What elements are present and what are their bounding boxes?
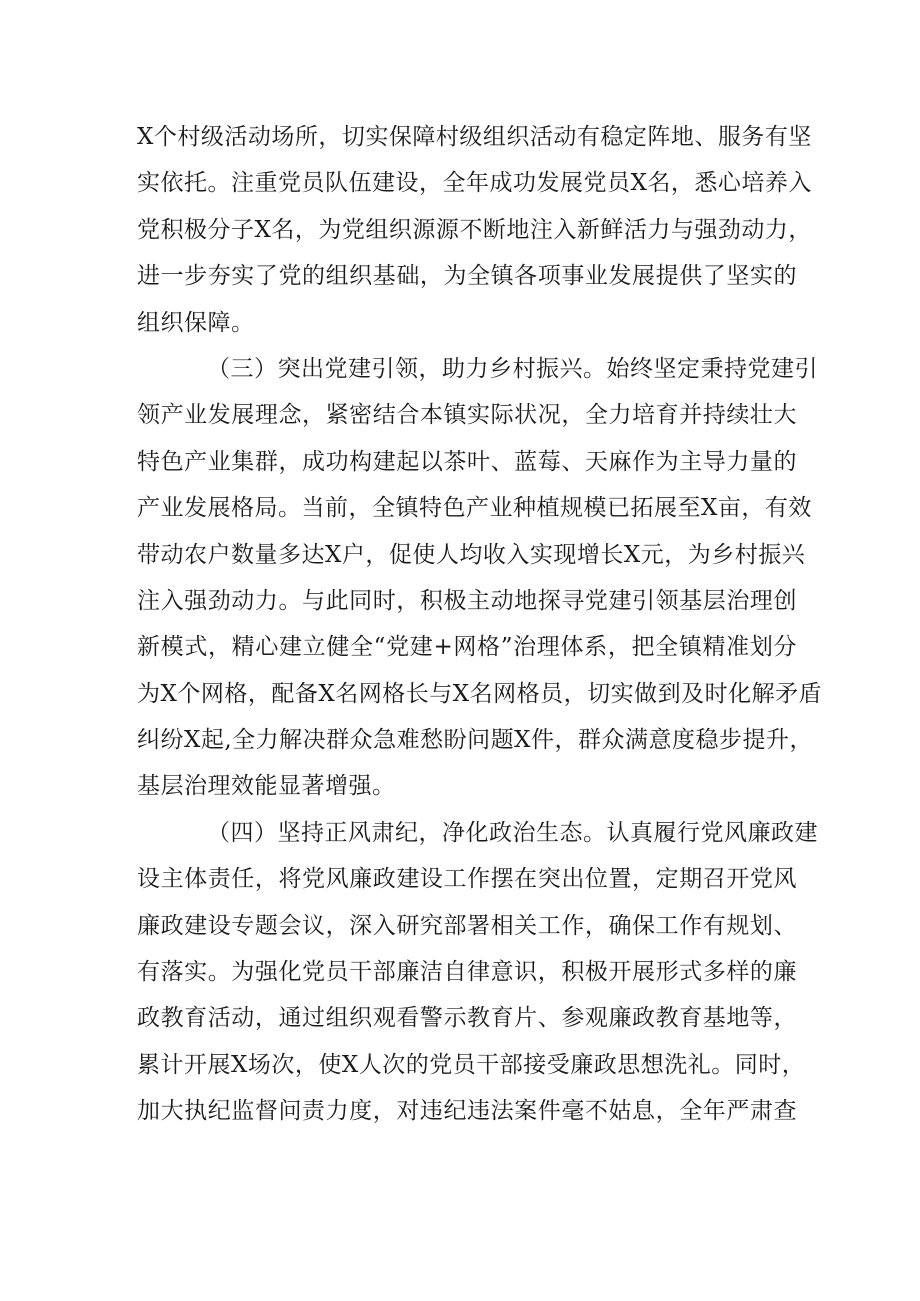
text-line: 基层治理效能显著增强。	[137, 773, 396, 800]
text-line: 党积极分子X名，为党组织源源不断地注入新鲜活力与强劲动力，	[137, 216, 812, 243]
text-line: 累计开展X场次，使X人次的党员干部接受廉政思想洗礼。同时，	[137, 1051, 806, 1078]
paragraph-1	[137, 114, 812, 346]
text-line: 廉政建设专题会议，深入研究部署相关工作，确保工作有规划、	[137, 912, 797, 939]
document-body	[137, 114, 823, 1135]
text-line: 设主体责任，将党风廉政建设工作摆在突出位置，定期召开党风	[137, 866, 797, 893]
text-line: 加大执纪监督问责力度，对违纪违法案件毫不姑息，全年严肃查	[137, 1098, 797, 1125]
section-heading-line: （三）突出党建引领，助力乡村振兴。始终坚定秉持党建引	[207, 355, 818, 382]
text-line: X个村级活动场所，切实保障村级组织活动有稳定阵地、服务有坚	[137, 124, 812, 150]
text-line: 进一步夯实了党的组织基础，为全镇各项事业发展提供了坚实的	[137, 263, 797, 290]
text-line: 领产业发展理念，紧密结合本镇实际状况，全力培育并持续壮大	[137, 402, 797, 429]
text-line: 实依托。注重党员队伍建设，全年成功发展党员X名，悉心培养入	[137, 170, 812, 197]
text-line: 新模式，精心建立健全“党建+网格”治理体系，把全镇精准划分	[137, 634, 797, 661]
text-line: 有落实。为强化党员干部廉洁自律意识，积极开展形式多样的廉	[137, 959, 797, 986]
text-line: 为X个网格，配备X名网格长与X名网格员，切实做到及时化解矛盾	[137, 680, 823, 707]
text-line: 产业发展格局。当前，全镇特色产业种植规模已拓展至X亩，有效	[137, 495, 812, 522]
text-line: 政教育活动，通过组织观看警示教育片、参观廉政教育基地等，	[137, 1005, 797, 1032]
text-line: 纠纷X起,全力解决群众急难愁盼问题X件，群众满意度稳步提升，	[137, 727, 814, 754]
text-line: 特色产业集群，成功构建起以茶叶、蓝莓、天麻作为主导力量的	[137, 448, 797, 475]
section-heading-line: （四）坚持正风肃纪，净化政治生态。认真履行党风廉政建	[207, 819, 818, 846]
text-line: 带动农户数量多达X户，促使人均收入实现增长X元，为乡村振兴	[137, 541, 806, 568]
text-line: 注入强劲动力。与此同时，积极主动地探寻党建引领基层治理创	[137, 587, 797, 614]
paragraph-section-3	[137, 346, 823, 810]
text-line: 组织保障。	[137, 309, 255, 336]
paragraph-section-4	[137, 810, 818, 1135]
